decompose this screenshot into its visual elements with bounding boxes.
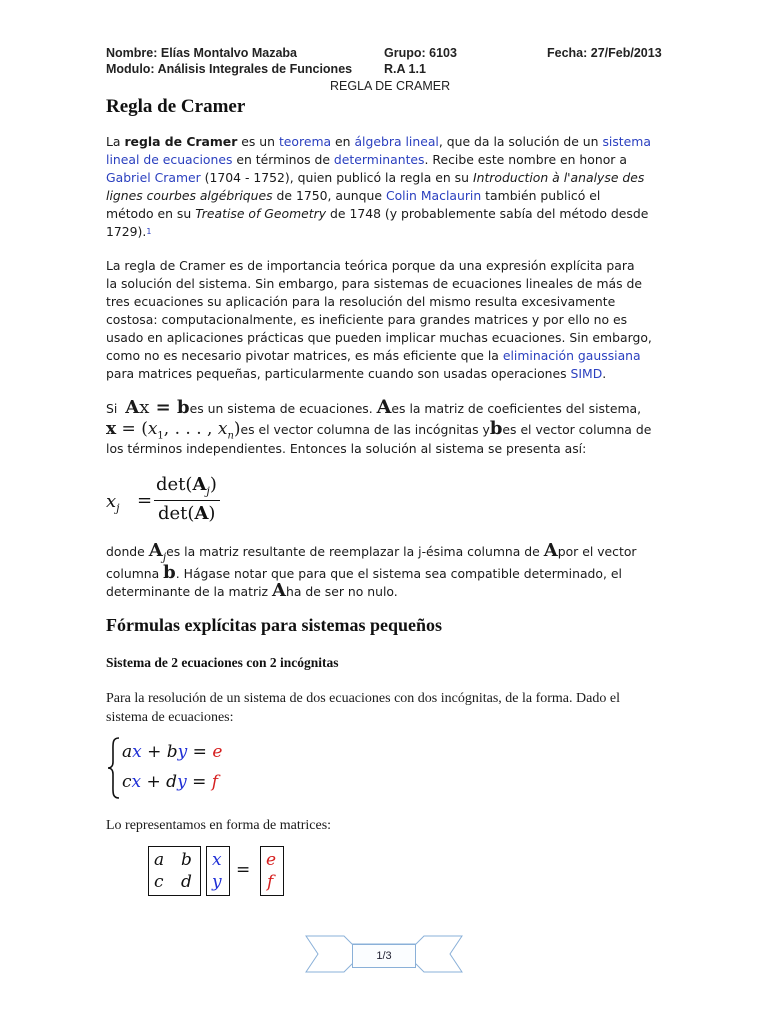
- text-line: usado en aplicaciones prácticas que pueden implicar muchas ecuaciones. Sin embargo,: [106, 330, 652, 345]
- text: . Hágase notar que para que el sistema sea compatible determinado, el: [175, 566, 622, 581]
- header-grupo: Grupo: 6103: [384, 46, 457, 60]
- paragraph-system-def-2: [106, 418, 651, 441]
- text: por el vector: [557, 544, 637, 559]
- page-number: 1/3: [352, 944, 416, 968]
- text: .: [602, 366, 607, 381]
- link-teorema[interactable]: teorema: [278, 134, 332, 149]
- link-determinantes[interactable]: determinantes: [333, 152, 425, 167]
- text: columna: [106, 566, 160, 581]
- text: de 1750, aunque: [272, 188, 386, 203]
- text: determinante de la matriz: [106, 584, 269, 599]
- italic-title: Treatise of Geometry: [195, 206, 327, 221]
- section-heading: Fórmulas explícitas para sistemas pequeños: [106, 615, 443, 635]
- equation-system: ax + by = e cx + dy = f: [106, 736, 266, 802]
- text-line: costosa: computacionalmente, es ineficiente para grandes matrices y por ello no es: [106, 312, 628, 327]
- text: es la matriz de coeficientes del sistema,: [391, 401, 642, 416]
- text: es la matriz resultante de reemplazar la j-ésima columna de: [166, 544, 540, 559]
- paragraph-intro: [106, 133, 666, 241]
- text-line: sistema de ecuaciones:: [106, 710, 234, 725]
- header-fecha: Fecha: 27/Feb/2013: [547, 46, 662, 60]
- header-ra: R.A 1.1: [384, 62, 426, 76]
- text: es el vector columna de las incógnitas y: [240, 422, 490, 437]
- brace-icon: [106, 736, 122, 800]
- text-line: los términos independientes. Entonces la solución al sistema se presenta así:: [106, 441, 587, 456]
- link-gabriel-cramer[interactable]: Gabriel Cramer: [106, 170, 201, 185]
- math-A: A: [272, 580, 286, 601]
- text: método en su: [106, 206, 196, 221]
- paragraph-importance: [106, 257, 666, 383]
- math-A: A: [543, 540, 558, 561]
- page-title: Regla de Cramer: [106, 96, 246, 117]
- text: Si: [106, 401, 118, 416]
- text-line: La regla de Cramer es de importancia teórica porque da una expresión explícita para: [106, 258, 635, 273]
- link-colin-maclaurin[interactable]: Colin Maclaurin: [385, 188, 482, 203]
- text: también publicó el: [481, 188, 601, 203]
- math-Aj: $A_j$: [148, 540, 167, 564]
- text: ha de ser no nulo.: [285, 584, 398, 599]
- link-sistema[interactable]: sistema: [602, 134, 651, 149]
- italic-title: Introduction à l'analyse des: [472, 170, 645, 185]
- paragraph-aj-def: [106, 540, 637, 564]
- link-eliminacion-gaussiana[interactable]: eliminación gaussiana: [502, 348, 641, 363]
- matrix-equation: a b c d x y = e f: [148, 846, 298, 898]
- paragraph-2x2-intro: [106, 689, 620, 727]
- header-name: Nombre: Elías Montalvo Mazaba: [106, 46, 298, 60]
- math-A: A: [376, 396, 392, 418]
- footnote-ref[interactable]: 1: [146, 227, 152, 236]
- text: de 1748 (y probablemente sabía del método desde: [326, 206, 649, 221]
- header-subtitle: REGLA DE CRAMER: [330, 79, 451, 93]
- paragraph-matrix-intro: Lo representamos en forma de matrices:: [106, 818, 332, 833]
- link-sistema-lineal[interactable]: lineal de ecuaciones: [106, 152, 233, 167]
- text: en términos de: [232, 152, 334, 167]
- link-algebra-lineal[interactable]: álgebra lineal: [354, 134, 439, 149]
- text: en: [331, 134, 355, 149]
- subsection-heading: Sistema de 2 ecuaciones con 2 incógnitas: [106, 655, 339, 670]
- italic-title: lignes courbes algébriques: [106, 188, 273, 203]
- math-b: b: [163, 562, 176, 583]
- text: La: [106, 134, 125, 149]
- math-x-vector: $x = (x_1$, . . . , $x_n$): [106, 419, 241, 442]
- text: 1729).: [106, 224, 147, 239]
- cramer-formula: $x_j$ = $\det(A_j)$ det(A): [106, 474, 266, 530]
- text: . Recibe este nombre en honor a: [424, 152, 627, 167]
- link-simd[interactable]: SIMD: [570, 366, 603, 381]
- math-axb: Ax = b: [125, 397, 190, 418]
- text: es un sistema de ecuaciones.: [189, 401, 373, 416]
- header-modulo: Modulo: Análisis Integrales de Funciones: [106, 62, 353, 76]
- text: donde: [106, 544, 145, 559]
- text-line: tres ecuaciones su aplicación para la resolución del mismo resulta excesivamente: [106, 294, 616, 309]
- text: , que da la solución de un: [438, 134, 603, 149]
- text-line: Para la resolución de un sistema de dos ecuaciones con dos incógnitas, de la forma. Dado el: [106, 691, 620, 706]
- math-b: b: [489, 418, 503, 439]
- text: para matrices pequeñas, particularmente cuando son usadas operaciones: [106, 366, 571, 381]
- paragraph-aj-def-3: [106, 580, 398, 601]
- text: es un: [237, 134, 279, 149]
- text-line: la solución del sistema. Sin embargo, para sistemas de ecuaciones lineales de más de: [106, 276, 643, 291]
- text: como no es necesario pivotar matrices, es más eficiente que la: [106, 348, 503, 363]
- bold-term: regla de Cramer: [124, 134, 238, 149]
- text: (1704 - 1752), quien publicó la regla en su: [200, 170, 473, 185]
- paragraph-system-def: [106, 396, 641, 418]
- text: es el vector columna de: [502, 422, 652, 437]
